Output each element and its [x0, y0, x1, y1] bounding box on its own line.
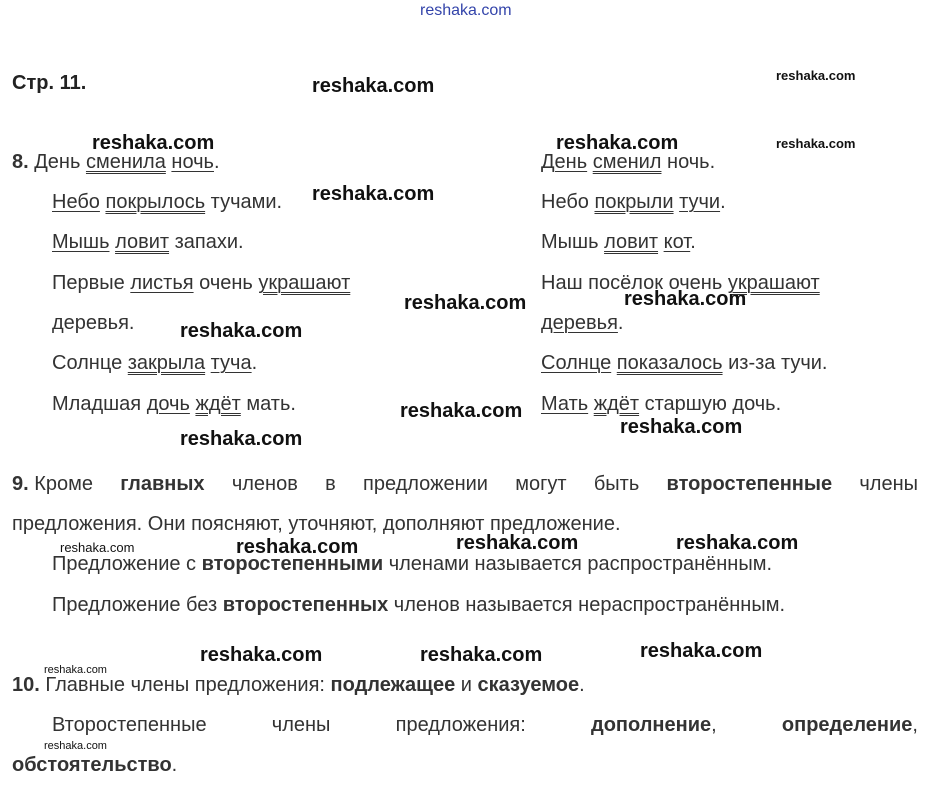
ex8-left-line-2: [52, 190, 282, 214]
text: в: [325, 473, 336, 495]
text: предложения:: [395, 714, 526, 736]
ex8-right-line-4: [541, 271, 820, 295]
ex9-line-4: [52, 593, 785, 617]
subject: Небо: [52, 191, 100, 213]
text: Небо: [541, 191, 595, 213]
text: быть: [593, 473, 640, 495]
text: члены: [859, 473, 918, 495]
subject: туча: [210, 352, 252, 374]
text: Второстепенные: [52, 714, 207, 736]
text: Кроме: [34, 473, 94, 495]
subject: Солнце: [541, 352, 612, 374]
predicate: покрыли: [594, 191, 674, 213]
subject: деревья: [541, 312, 618, 334]
text: членов называется нераспространённым.: [388, 594, 785, 616]
ex8-right-line-3: [541, 230, 696, 254]
subject: листья: [130, 272, 194, 294]
term: второстепенными: [201, 553, 384, 575]
text: Младшая: [52, 393, 147, 415]
predicate: покрылось: [105, 191, 206, 213]
watermark: reshaka.com: [640, 640, 763, 662]
ex8-right-line-7: [541, 392, 781, 416]
text: Солнце: [52, 352, 128, 374]
watermark: reshaka.com: [44, 740, 107, 752]
text: Мышь: [541, 231, 605, 253]
text: предложении: [362, 473, 488, 495]
predicate: закрыла: [127, 352, 206, 374]
text: .: [720, 191, 726, 213]
text: тучами.: [205, 191, 283, 213]
text: членов: [231, 473, 298, 495]
watermark: reshaka.com: [312, 75, 435, 97]
subject: Мать: [541, 393, 589, 415]
text: деревья.: [52, 312, 135, 334]
text: Предложение без: [52, 594, 223, 616]
ex8-right-line-5: [541, 311, 623, 335]
predicate: сменил: [592, 151, 662, 173]
watermark: reshaka.com: [776, 136, 856, 151]
text: .: [617, 312, 624, 334]
text: Первые: [52, 272, 131, 294]
watermark: reshaka.com: [676, 532, 799, 554]
text: очень: [193, 272, 259, 294]
watermark: reshaka.com: [556, 132, 679, 154]
page-number: Стр. 11.: [12, 72, 87, 94]
watermark: reshaka.com: [456, 532, 579, 554]
text: и: [455, 674, 478, 696]
watermark-top: reshaka.com: [420, 2, 512, 19]
watermark: reshaka.com: [236, 536, 359, 558]
text: могут: [515, 473, 567, 495]
ex8-left-line-6: [52, 351, 257, 375]
exercise-number: 8.: [12, 151, 29, 173]
ex9-line-3: [52, 552, 772, 576]
text: члены: [271, 714, 331, 736]
predicate: ловит: [604, 231, 659, 253]
text: Предложение с: [52, 553, 202, 575]
text: ,: [912, 714, 918, 736]
text: членами называется распространённым.: [383, 553, 773, 575]
subject: ночь: [171, 151, 214, 173]
text: Наш посёлок очень: [541, 272, 728, 294]
text: мать.: [240, 393, 296, 415]
exercise-number: 10.: [12, 674, 40, 696]
ex8-left-line-4: [52, 271, 350, 295]
ex9-line-2: предложения. Они поясняют, уточняют, дополняют предложение.: [12, 513, 621, 535]
watermark: reshaka.com: [620, 416, 743, 438]
watermark: reshaka.com: [404, 292, 527, 314]
term: второстепенных: [222, 594, 389, 616]
text: [12, 472, 93, 496]
text: ночь.: [661, 151, 716, 173]
text: .: [690, 231, 696, 253]
text: .: [579, 674, 585, 696]
text: День: [34, 151, 86, 173]
ex10-line-1: [12, 673, 585, 697]
ex8-left-line-7: [52, 392, 296, 416]
predicate: показалось: [616, 352, 723, 374]
predicate: украшают: [258, 272, 351, 294]
text: Главные члены предложения:: [39, 674, 331, 696]
watermark: reshaka.com: [180, 428, 303, 450]
text: из-за тучи.: [722, 352, 828, 374]
term: определение: [781, 714, 913, 736]
ex8-right-line-1: [541, 150, 715, 174]
text: .: [171, 754, 178, 776]
watermark: reshaka.com: [60, 540, 135, 555]
text: старшую дочь.: [639, 393, 782, 415]
ex10-line-3: [12, 753, 177, 777]
subject: кот: [663, 231, 691, 253]
term: подлежащее: [330, 674, 456, 696]
term: дополнение: [591, 714, 712, 736]
term: главных: [120, 473, 205, 495]
watermark: reshaka.com: [420, 644, 543, 666]
ex8-left-line-5: [52, 311, 134, 335]
predicate: ловит: [115, 231, 170, 253]
subject: дочь: [146, 393, 190, 415]
watermark: reshaka.com: [312, 183, 435, 205]
text: .: [251, 352, 258, 374]
watermark: reshaka.com: [624, 288, 747, 310]
predicate: ждёт: [195, 393, 241, 415]
ex8-left-line-1: [12, 150, 220, 174]
text: [591, 713, 717, 737]
predicate: украшают: [727, 272, 820, 294]
text: запахи.: [169, 231, 244, 253]
watermark: reshaka.com: [180, 320, 303, 342]
ex10-line-2: [52, 713, 918, 737]
text: ,: [711, 714, 717, 736]
watermark: reshaka.com: [200, 644, 323, 666]
text: .: [213, 151, 220, 173]
watermark: reshaka.com: [92, 132, 215, 154]
ex8-right-line-2: [541, 190, 726, 214]
ex8-left-line-3: [52, 230, 244, 254]
term: сказуемое: [477, 674, 580, 696]
subject: День: [541, 151, 588, 173]
predicate: ждёт: [593, 393, 640, 415]
watermark: reshaka.com: [776, 68, 856, 83]
subject: Мышь: [52, 231, 110, 253]
watermark: reshaka.com: [44, 664, 107, 676]
watermark: reshaka.com: [400, 400, 523, 422]
predicate: сменила: [85, 151, 166, 173]
exercise-number: 9.: [12, 473, 29, 495]
text: [782, 713, 918, 737]
subject: тучи: [679, 191, 721, 213]
ex8-right-line-6: [541, 351, 828, 375]
ex9-line-1: [12, 472, 918, 496]
term: обстоятельство: [12, 754, 172, 776]
term: второстепенные: [666, 473, 833, 495]
